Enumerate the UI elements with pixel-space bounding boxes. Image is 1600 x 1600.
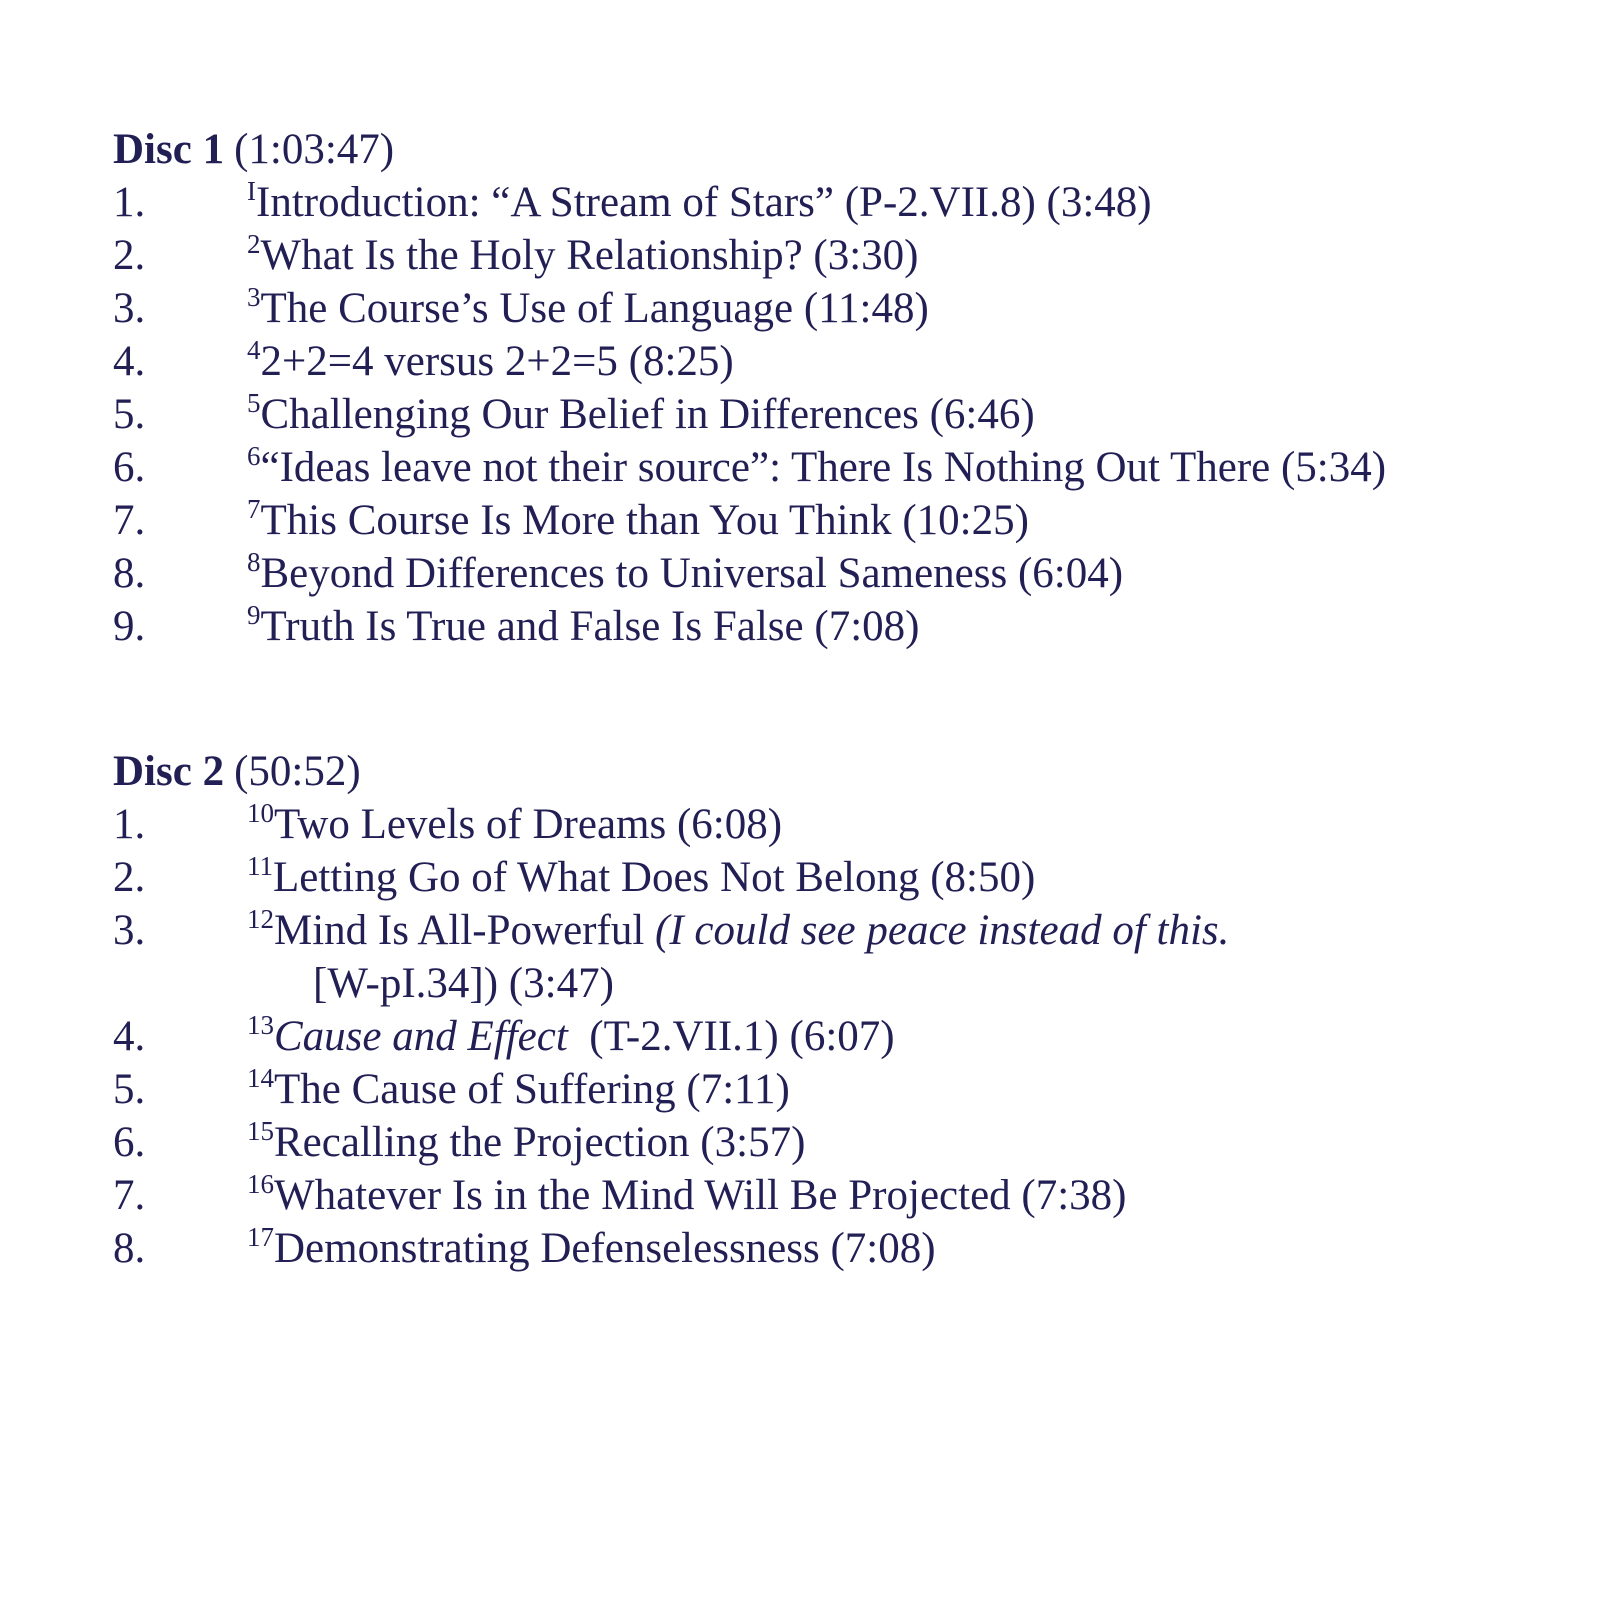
title-segment: Introduction: “A Stream of Stars” (P-2.VII.8) (3:48): [256, 179, 1152, 226]
track-title: [247, 904, 1550, 1010]
track-footnote-number: 3: [247, 282, 261, 312]
disc-section: [113, 123, 1550, 653]
title-segment: “Ideas leave not their source”: There Is Nothing Out There (5:34): [260, 444, 1387, 491]
track-footnote-number: 6: [247, 441, 261, 471]
track-row: [113, 335, 1550, 388]
disc-section: [113, 745, 1550, 1275]
track-footnote-number: 9: [247, 600, 261, 630]
track-row: [113, 600, 1550, 653]
track-footnote-number: 11: [247, 851, 273, 881]
title-segment: This Course Is More than You Think (10:25): [260, 497, 1029, 544]
track-number: 6.: [113, 444, 146, 491]
title-segment: (T-2.VII.1) (6:07): [567, 1013, 895, 1060]
track-number: 4.: [113, 1013, 146, 1060]
track-footnote-number: 14: [247, 1063, 274, 1093]
track-footnote-number: 15: [247, 1116, 274, 1146]
disc-heading: [113, 123, 1550, 176]
track-title: [247, 547, 1550, 600]
track-list: [113, 176, 1550, 653]
track-title: [247, 176, 1550, 229]
track-footnote-number: 2: [247, 229, 261, 259]
disc-name: Disc 2: [113, 748, 225, 795]
track-number: 2.: [113, 232, 146, 279]
title-segment: 2+2=4 versus 2+2=5 (8:25): [260, 338, 734, 385]
track-row: [113, 1169, 1550, 1222]
track-row: [113, 388, 1550, 441]
track-title: [247, 1222, 1550, 1275]
track-number: 5.: [113, 1066, 146, 1113]
title-segment: What Is the Holy Relationship? (3:30): [260, 232, 919, 279]
track-number: 8.: [113, 1225, 146, 1272]
track-footnote-number: 4: [247, 335, 261, 365]
track-number: 6.: [113, 1119, 146, 1166]
title-segment: Mind Is All-Powerful: [274, 907, 656, 954]
track-row: [113, 1063, 1550, 1116]
title-segment: The Course’s Use of Language (11:48): [260, 285, 929, 332]
track-number: 2.: [113, 854, 146, 901]
disc-duration: (1:03:47): [234, 126, 395, 173]
track-footnote-number: 16: [247, 1169, 274, 1199]
track-number: 9.: [113, 603, 146, 650]
track-title: [247, 798, 1550, 851]
title-segment: Beyond Differences to Universal Sameness (6:04): [260, 550, 1124, 597]
track-row: [113, 851, 1550, 904]
track-number: 1.: [113, 801, 146, 848]
disc-heading: [113, 745, 1550, 798]
disc-name: Disc 1: [113, 126, 225, 173]
disc-duration: (50:52): [234, 748, 361, 795]
title-segment: Two Levels of Dreams (6:08): [274, 801, 783, 848]
title-segment: The Cause of Suffering (7:11): [274, 1066, 790, 1113]
title-segment: Cause and Effect: [274, 1013, 568, 1060]
track-number: 7.: [113, 1172, 146, 1219]
title-segment: Recalling the Projection (3:57): [274, 1119, 806, 1166]
track-footnote-number: 17: [247, 1222, 274, 1252]
track-footnote-number: 7: [247, 494, 261, 524]
track-footnote-number: 10: [247, 798, 274, 828]
track-row: [113, 1010, 1550, 1063]
track-number: 7.: [113, 497, 146, 544]
title-segment: (I could see peace instead of this.: [655, 907, 1230, 954]
track-title: [247, 335, 1550, 388]
track-row: [113, 494, 1550, 547]
disc-list: [113, 123, 1550, 1275]
track-footnote-number: 12: [247, 904, 274, 934]
track-row: [113, 229, 1550, 282]
track-title: [247, 1169, 1550, 1222]
track-title: [247, 1010, 1550, 1063]
track-title-continuation: [313, 957, 1550, 1010]
track-row: [113, 176, 1550, 229]
track-number: 3.: [113, 907, 146, 954]
track-row: [113, 798, 1550, 851]
title-segment: Demonstrating Defenselessness (7:08): [274, 1225, 936, 1272]
track-title: [247, 851, 1550, 904]
track-title: [247, 600, 1550, 653]
title-segment: Truth Is True and False Is False (7:08): [260, 603, 920, 650]
track-title: [247, 282, 1550, 335]
title-segment: Whatever Is in the Mind Will Be Projected (7:38): [274, 1172, 1127, 1219]
track-number: 5.: [113, 391, 146, 438]
track-number: 4.: [113, 338, 146, 385]
track-number: 3.: [113, 285, 146, 332]
track-footnote-number: 8: [247, 547, 261, 577]
track-title: [247, 1063, 1550, 1116]
track-number: 1.: [113, 179, 146, 226]
track-footnote-number: 5: [247, 388, 261, 418]
continuation-segment: [W-pI.34]) (3:47): [313, 960, 614, 1007]
track-row: [113, 441, 1550, 494]
track-footnote-number: 13: [247, 1010, 274, 1040]
track-row: [113, 282, 1550, 335]
track-number: 8.: [113, 550, 146, 597]
title-segment: Challenging Our Belief in Differences (6:46): [260, 391, 1035, 438]
track-title: [247, 229, 1550, 282]
track-title: [247, 494, 1550, 547]
track-row: [113, 547, 1550, 600]
track-title: [247, 388, 1550, 441]
track-title: [247, 441, 1550, 494]
title-segment: Letting Go of What Does Not Belong (8:50): [273, 854, 1036, 901]
track-row: [113, 1116, 1550, 1169]
track-footnote-number: I: [247, 176, 256, 206]
track-row: [113, 1222, 1550, 1275]
track-row: [113, 904, 1550, 1010]
track-title: [247, 1116, 1550, 1169]
track-list: [113, 798, 1550, 1275]
